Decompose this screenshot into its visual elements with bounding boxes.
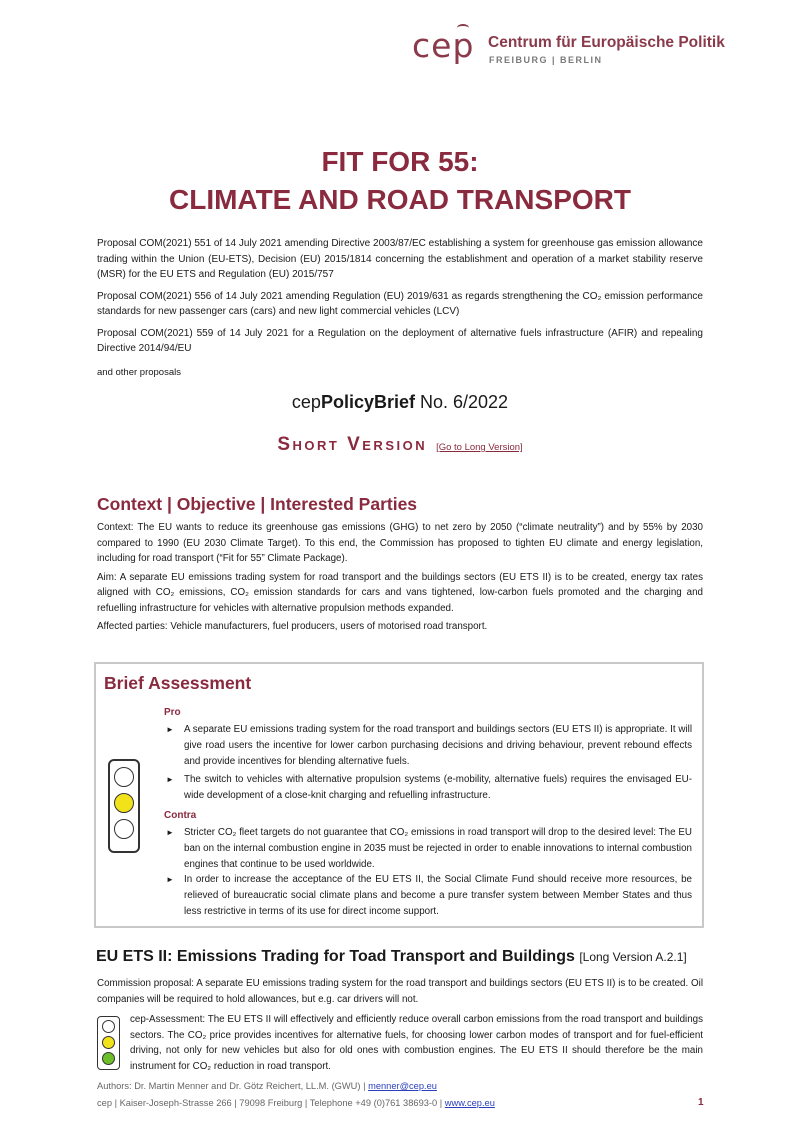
logo-arc-icon bbox=[457, 24, 469, 32]
ets-long-version-link[interactable]: [Long Version A.2.1] bbox=[579, 950, 687, 964]
footer-authors-text: Authors: Dr. Martin Menner and Dr. Götz Reichert, LL.M. (GWU) | bbox=[97, 1081, 369, 1091]
ets-assessment bbox=[130, 1012, 703, 1074]
short-version-label: Short Version bbox=[277, 434, 428, 455]
org-name: Centrum für Europäische Politik bbox=[488, 34, 725, 51]
other-proposals: and other proposals bbox=[97, 366, 181, 378]
aim-paragraph bbox=[97, 570, 703, 617]
proposal-1: Proposal COM(2021) 551 of 14 July 2021 amending Directive 2003/87/EC establishing a system for greenhouse gas emission allowance trading within the Union (EU-ETS), Decision (EU) 2015/1814 concerning the establishment and operation of a market stability reserve (MSR) for the EU ETS and Regulation (EU) 2015/757 bbox=[97, 238, 703, 280]
ets-traffic-light-middle bbox=[102, 1036, 115, 1049]
short-version-heading bbox=[0, 434, 800, 456]
document-title bbox=[0, 143, 800, 219]
brief-number: No. 6/2022 bbox=[415, 392, 509, 412]
proposal-3: Proposal COM(2021) 559 of 14 July 2021 for a Regulation on the deployment of alternative fuels infrastructure (AFIR) and repealing Directive 2014/94/EU bbox=[97, 327, 703, 354]
traffic-light bbox=[108, 759, 140, 853]
affected-label: Affected parties: bbox=[97, 621, 168, 632]
assessment-heading: Brief Assessment bbox=[104, 673, 252, 693]
pro-item bbox=[164, 772, 692, 804]
pro-item bbox=[164, 722, 692, 770]
pro-item-text: The switch to vehicles with alternative propulsion systems (e-mobility, alternative fuels) requires the envisaged EU-wide development of a close-knit charging and refuelling infrastructure. bbox=[184, 774, 692, 801]
pro-heading: Pro bbox=[164, 707, 181, 718]
ets-proposal-text: A separate EU emissions trading system for the road transport and buildings sectors (EU ETS II) is to be created. Oil companies will be required to hold allowances, but e.g. car drivers will not. bbox=[97, 978, 703, 1005]
org-cities: FREIBURG | BERLIN bbox=[489, 55, 603, 65]
ets-proposal bbox=[97, 976, 703, 1007]
bullet-arrow-icon: ► bbox=[166, 828, 174, 837]
ets-traffic-light bbox=[97, 1016, 120, 1070]
long-version-link[interactable]: [Go to Long Version] bbox=[436, 442, 523, 453]
footer-website-link[interactable]: www.cep.eu bbox=[444, 1098, 495, 1108]
brief-prefix: cep bbox=[291, 392, 321, 412]
contra-item bbox=[164, 825, 692, 873]
traffic-light-bottom bbox=[114, 819, 134, 839]
cep-header bbox=[412, 24, 725, 74]
affected-text: Vehicle manufacturers, fuel producers, users of motorised road transport. bbox=[167, 621, 488, 632]
bullet-arrow-icon: ► bbox=[166, 775, 174, 784]
footer-authors bbox=[97, 1081, 703, 1091]
affected-paragraph bbox=[97, 619, 703, 635]
pro-item-text: A separate EU emissions trading system for the road transport and buildings sectors (EU ETS II) is appropriate. It will give road users the incentive for lower carbon purchasing decisions and driving behaviour, prevent rebound effects and provide incentives for blending alternative fuels. bbox=[184, 724, 692, 767]
proposals-list bbox=[97, 236, 703, 386]
traffic-light-top bbox=[114, 767, 134, 787]
title-line-1: FIT FOR 55: bbox=[321, 146, 479, 177]
ets-traffic-light-top bbox=[102, 1020, 115, 1033]
context-section bbox=[97, 520, 703, 638]
bullet-arrow-icon: ► bbox=[166, 875, 174, 884]
cep-logo bbox=[412, 26, 474, 65]
proposal-2: Proposal COM(2021) 556 of 14 July 2021 amending Regulation (EU) 2019/631 as regards strengthening the CO₂ emission performance standards for new passenger cars (cars) and new light commercial vehicles (LCV) bbox=[97, 290, 703, 317]
context-text: The EU wants to reduce its greenhouse gas emissions (GHG) to net zero by 2050 (“climate neutrality”) and by 55% by 2030 compared to 1990 (EU 2030 Climate Target). To this end, the Commission has proposed to tighten EU climate and energy legislation, including for road transport (“Fit for 55” Climate Package). bbox=[97, 522, 703, 564]
context-label: Context: bbox=[97, 522, 134, 533]
ets-assessment-label: cep-Assessment: bbox=[130, 1014, 206, 1025]
footer-address-text: cep | Kaiser-Joseph-Strasse 266 | 79098 Freiburg | Telephone +49 (0)761 38693-0 | bbox=[97, 1098, 445, 1108]
policy-brief-label bbox=[0, 392, 800, 413]
ets-proposal-label: Commission proposal: bbox=[97, 978, 195, 989]
ets-traffic-light-bottom bbox=[102, 1052, 115, 1065]
page-number: 1 bbox=[698, 1097, 704, 1108]
traffic-light-middle bbox=[114, 793, 134, 813]
contra-item bbox=[164, 872, 692, 920]
footer-address bbox=[97, 1098, 703, 1108]
title-line-2: CLIMATE AND ROAD TRANSPORT bbox=[169, 184, 631, 215]
brief-bold: PolicyBrief bbox=[320, 392, 415, 412]
ets-heading bbox=[96, 948, 706, 966]
aim-text: A separate EU emissions trading system for road transport and the buildings sectors (EU ETS II) is to be created, energy tax rates aligned with CO₂ emissions, CO₂ emission standards for cars and vans tightened, low-carbon fuels promoted and the charging and refuelling infrastructure for vehicles with alternative propulsion methods expanded. bbox=[97, 571, 703, 614]
cep-logo-text: cep bbox=[412, 26, 475, 65]
bullet-arrow-icon: ► bbox=[166, 725, 174, 734]
contra-item-text: In order to increase the acceptance of the EU ETS II, the Social Climate Fund should receive more resources, be relieved of bureaucratic social climate plans and become a pure transfer system between Member States and thus less restrictive in terms of its use for direct income support. bbox=[184, 874, 692, 917]
ets-heading-text: EU ETS II: Emissions Trading for Toad Transport and Buildings bbox=[96, 948, 575, 965]
aim-label: Aim: bbox=[97, 571, 117, 583]
context-heading: Context | Objective | Interested Parties bbox=[97, 494, 418, 514]
ets-assessment-text: The EU ETS II will effectively and efficiently reduce overall carbon emissions from the road transport and buildings sectors. The CO₂ price provides incentives for alternative fuels, for choosing lower carbon modes of transport and for fuel-efficient driving, not only for new vehicles but also for old ones with combustion engines. The EU ETS II should therefore be the main instrument for CO₂ reduction in road transport. bbox=[130, 1014, 703, 1072]
context-paragraph bbox=[97, 520, 703, 567]
brief-assessment-box bbox=[94, 662, 704, 928]
contra-heading: Contra bbox=[164, 810, 197, 821]
contra-item-text: Stricter CO₂ fleet targets do not guarantee that CO₂ emissions in road transport will drop to the desired level: The EU ban on the internal combustion engine in 2035 must be rejected in order to enable innovations to internal combustion engines that continue to be used worldwide. bbox=[184, 827, 692, 870]
footer-email-link[interactable]: menner@cep.eu bbox=[368, 1081, 437, 1091]
